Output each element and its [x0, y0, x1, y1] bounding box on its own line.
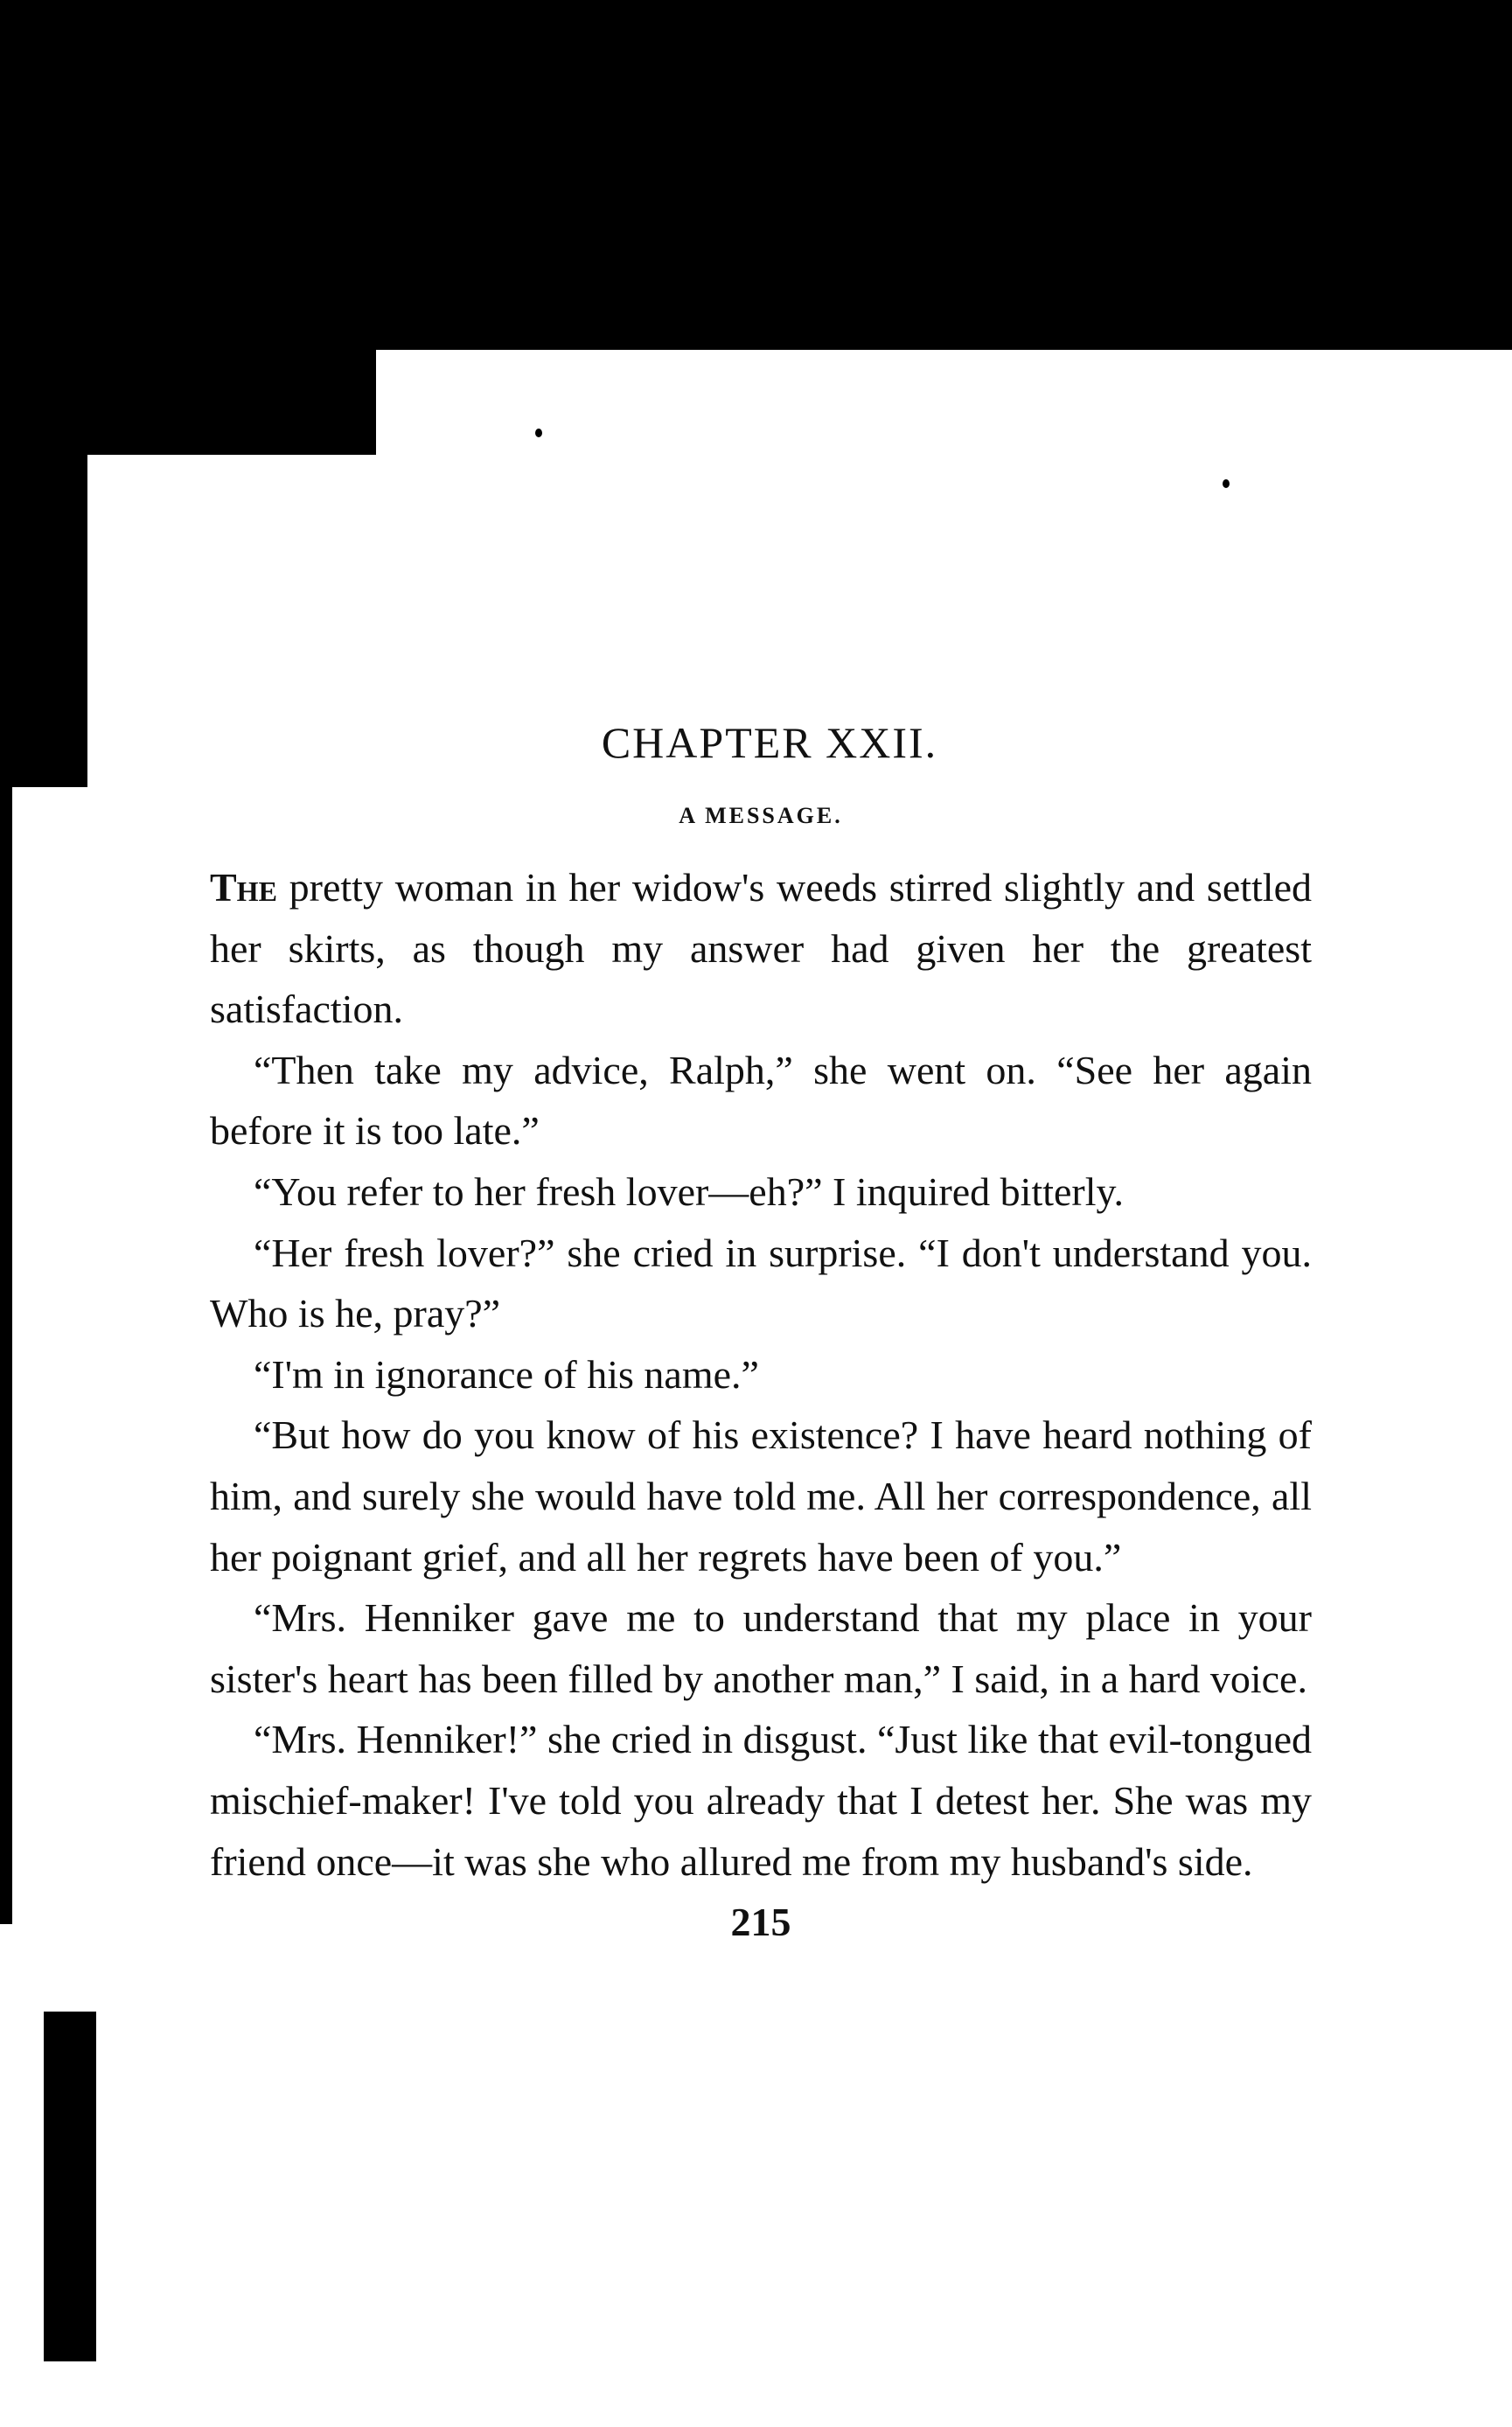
scan-border-top	[0, 0, 1512, 350]
scan-border-left-lower	[0, 787, 12, 1924]
scan-border-left	[0, 437, 87, 787]
paragraph: “You refer to her fresh lover—eh?” I inquired bitterly.	[254, 1168, 1125, 1214]
paragraph: “Then take my advice, Ralph,” she went on. “See her again before it is too late.”	[210, 1047, 1312, 1154]
chapter-title: CHAPTER XXII.	[601, 718, 938, 767]
paragraph: “But how do you know of his existence? I have heard nothing of him, and surely she would have told me. All her correspondence, all her poignant grief, and all her regrets have been of you.”	[210, 1412, 1312, 1580]
paragraph: “Her fresh lover?” she cried in surprise. “I don't understand you. Who is he, pray?”	[210, 1230, 1312, 1336]
paragraph-text: pretty woman in her widow's weeds stirred slightly and settled her skirts, as though my answer had given her the greatest satisfaction.	[210, 865, 1312, 1032]
paragraph: “I'm in ignorance of his name.”	[254, 1351, 759, 1397]
drop-word: The	[210, 865, 277, 910]
page-number: 215	[730, 1900, 791, 1945]
paragraph: “Mrs. Henniker!” she cried in disgust. “Just like that evil-tongued mischief-maker! I've told you already that I detest her. She was my friend once—it was she who allured me from my husband's side.	[210, 1717, 1312, 1884]
paragraph: “Mrs. Henniker gave me to understand that my place in your sister's heart has been filled by another man,” I said, in a hard voice.	[210, 1595, 1312, 1701]
scan-speck	[535, 429, 542, 437]
scan-border-bar	[44, 2012, 96, 2361]
scan-speck	[1223, 479, 1230, 488]
body-text	[210, 857, 1312, 1892]
paragraph	[210, 857, 1312, 1040]
book-page	[210, 717, 1312, 1945]
section-title: A MESSAGE.	[679, 803, 843, 828]
